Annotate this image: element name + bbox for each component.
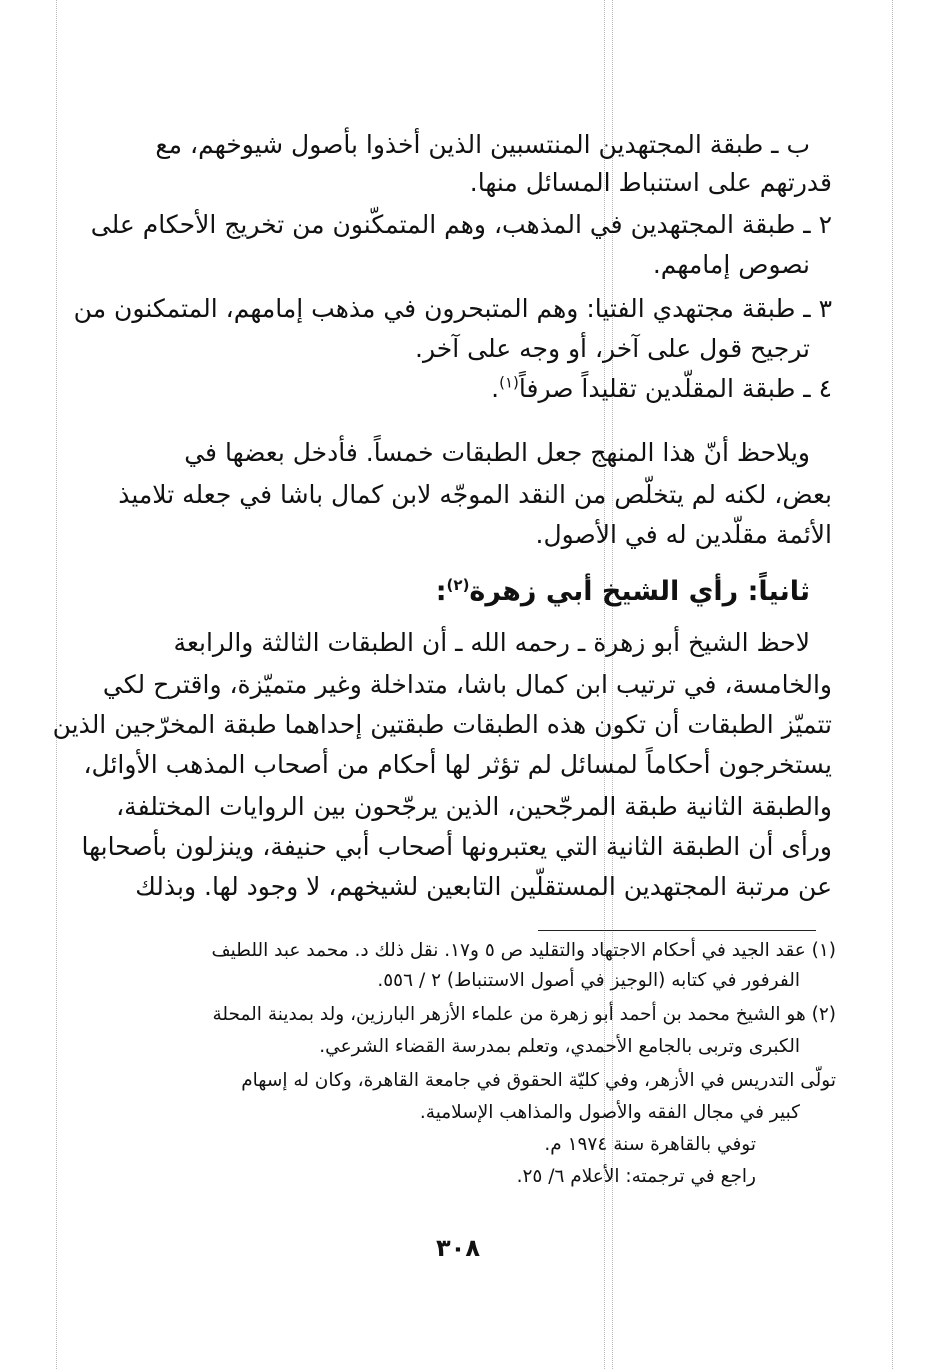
footnote-separator (538, 930, 816, 931)
section-heading-end: : (435, 576, 447, 607)
paragraph-line: ورأى أن الطبقة الثانية التي يعتبرونها أصحاب أبي حنيفة، وينزلون بأصحابها (81, 832, 832, 861)
footnote-1-line: الفرفور في كتابه (الوجيز في أصول الاستنباط) ٢ / ٥٥٦. (377, 970, 800, 991)
footnote-2-line: تولّى التدريس في الأزهر، وفي كليّة الحقوق في جامعة القاهرة، وكان له إسهام (241, 1070, 836, 1091)
list-line (491, 368, 832, 410)
scan-guide-line (892, 0, 893, 1369)
footnote-2-line: (٢) هو الشيخ محمد بن أحمد أبو زهرة من علماء الأزهر البارزين، ولد بمدينة المحلة (212, 1004, 836, 1025)
list-block (50, 124, 832, 414)
section-heading-text: ثانياً: رأي الشيخ أبي زهرة (469, 576, 810, 607)
footnote-ref: (٢) (446, 576, 470, 594)
section-heading (436, 576, 810, 607)
paragraph-line: ويلاحظ أنّ هذا المنهج جعل الطبقات خمساً. فأدخل بعضها في (184, 438, 810, 467)
footnote-1-line: (١) عقد الجيد في أحكام الاجتهاد والتقليد ص ٥ و١٧. نقل ذلك د. محمد عبد اللطيف (211, 940, 836, 961)
footnote-2-line: راجع في ترجمته: الأعلام ٦/ ٢٥. (516, 1166, 756, 1187)
list-line: نصوص إمامهم. (652, 250, 810, 279)
paragraph-line: والخامسة، في ترتيب ابن كمال باشا، متداخلة وغير متميّزة، واقترح لكي (102, 670, 832, 699)
paragraph-line: عن مرتبة المجتهدين المستقلّين التابعين لشيخهم، لا وجود لها. وبذلك (135, 872, 832, 901)
list-line: ٣ ـ طبقة مجتهدي الفتيا: وهم المتبحرون في مذهب إمامهم، المتمكنون من (73, 294, 832, 323)
footnote-2-line: الكبرى وتربى بالجامع الأحمدي، وتعلم بمدرسة القضاء الشرعي. (319, 1036, 800, 1057)
list-line: ٢ ـ طبقة المجتهدين في المذهب، وهم المتمكّنون من تخريج الأحكام على (90, 210, 832, 239)
list-line-end: . (491, 374, 500, 403)
footnote-ref: (١) (499, 373, 519, 392)
page-number: ٣٠٨ (436, 1234, 480, 1262)
footnote-2-line: كبير في مجال الفقه والأصول والمذاهب الإسلامية. (419, 1102, 800, 1123)
paragraph-2 (50, 618, 832, 918)
paragraph-line: يستخرجون أحكاماً لمسائل لم تؤثر لها أحكام من أصحاب المذهب الأوائل، (83, 750, 832, 779)
paragraph-line: تتميّز الطبقات أن تكون هذه الطبقات طبقتين إحداهما طبقة المخرّجين الذين (52, 710, 832, 739)
paragraph-line: بعض، لكنه لم يتخلّص من النقد الموجّه لابن كمال باشا في جعله تلاميذ (118, 480, 832, 509)
list-line: قدرتهم على استنباط المسائل منها. (469, 168, 832, 197)
list-line-text: ٤ ـ طبقة المقلّدين تقليداً صرفاً (518, 374, 832, 403)
paragraph-line: الأئمة مقلّدين له في الأصول. (535, 520, 832, 549)
paragraph-line: لاحظ الشيخ أبو زهرة ـ رحمه الله ـ أن الطبقات الثالثة والرابعة (173, 628, 810, 657)
paragraph-1 (50, 418, 832, 558)
list-line: ترجيح قول على آخر، أو وجه على آخر. (415, 334, 810, 363)
paragraph-line: والطبقة الثانية طبقة المرجّحين، الذين يرجّحون بين الروايات المختلفة، (116, 792, 832, 821)
list-line: ب ـ طبقة المجتهدين المنتسبين الذين أخذوا بأصول شيوخهم، مع (155, 130, 810, 159)
footnote-2-line: توفي بالقاهرة سنة ١٩٧٤ م. (544, 1134, 756, 1155)
